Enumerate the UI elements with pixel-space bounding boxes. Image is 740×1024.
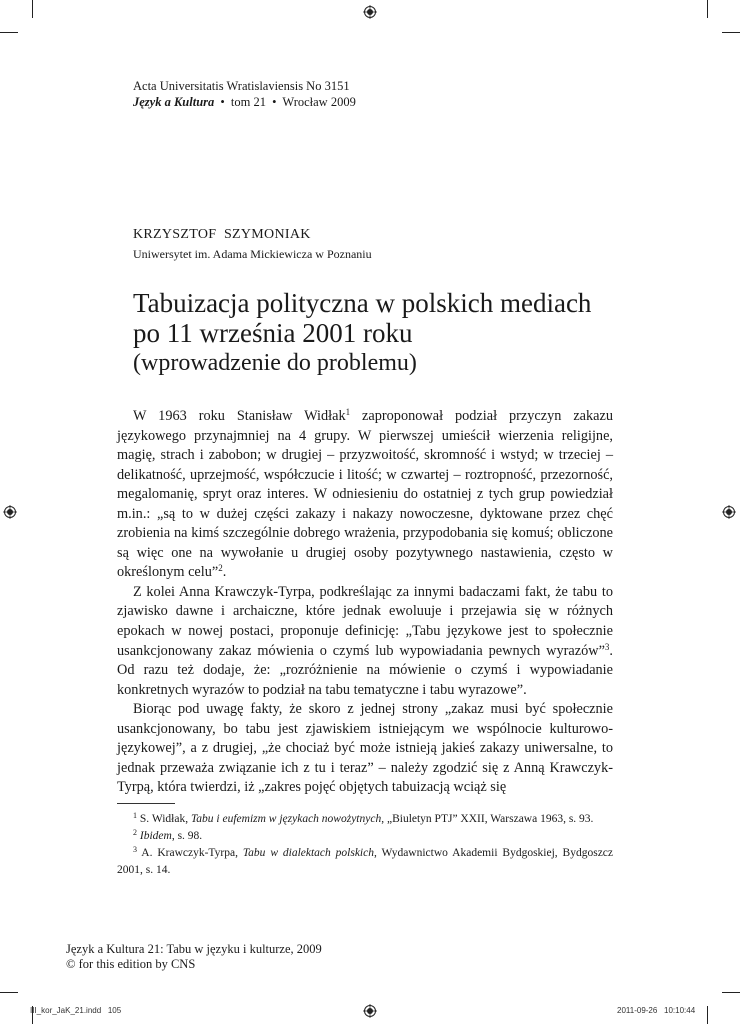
footnote: $^3$ A. Krawczyk-Tyrpa, Tabu w dialektach polskich, Wydawnictwo Akademii Bydgoskiej, Bydgoszcz 2001, s. 14. bbox=[117, 845, 614, 876]
crop-mark bbox=[707, 1006, 708, 1024]
footnote-number: 2 bbox=[133, 828, 137, 837]
registration-mark-icon bbox=[3, 505, 17, 519]
footnote: $^1$ S. Widłak, Tabu i eufemizm w językach nowożytnych, „Biuletyn PTJ” XXII, Warszawa 1963, s. 93. bbox=[133, 811, 594, 825]
series-name: Acta Universitatis Wratislaviensis No 3151 bbox=[133, 79, 350, 93]
city-year: Wrocław 2009 bbox=[282, 95, 356, 109]
author-name: KRZYSZTOF SZYMONIAK bbox=[133, 227, 311, 242]
separator-bullet: • bbox=[272, 95, 277, 109]
registration-mark-icon bbox=[722, 505, 736, 519]
volume: tom 21 bbox=[230, 95, 266, 109]
footnote-ref: 3 bbox=[604, 641, 610, 652]
footnote: $^2$ Ibidem, s. 98. bbox=[133, 828, 203, 842]
print-slug-file: III_kor_JaK_21.indd 105 bbox=[30, 1006, 122, 1015]
footnote-divider bbox=[117, 803, 175, 804]
footnotes bbox=[117, 811, 613, 879]
print-slug-timestamp: 2011-09-26 10:10:44 bbox=[617, 1006, 696, 1015]
footer-citation: Język a Kultura 21: Tabu w języku i kulturze, 2009 bbox=[66, 942, 322, 956]
crop-mark bbox=[722, 32, 740, 33]
paragraph: Biorąc pod uwagę fakty, że skoro z jednej strony „zakaz musi być społecznie usankcjonowany, bo tabu jest zjawiskiem istniejącym we wspólnocie kulturowo-językowej”, a z drugiej, „że chociaż być może istnieją jakieś zakazy uniwersalne, to jednak przeważa związanie ich z tu i teraz” – należy zgodzić się z Anną Krawczyk-Tyrpą, która twierdzi, iż „zakres pojęć objętych tabuizacją wciąż się bbox=[117, 701, 613, 796]
journal-line bbox=[133, 95, 356, 110]
article-title-line-2: po 11 września 2001 roku bbox=[133, 318, 413, 348]
article-title-line-1: Tabuizacja polityczna w polskich mediach bbox=[133, 288, 592, 318]
crop-mark bbox=[0, 32, 18, 33]
footer-copyright: © for this edition by CNS bbox=[66, 957, 196, 971]
registration-mark-icon bbox=[363, 5, 377, 19]
article-subtitle: (wprowadzenie do problemu) bbox=[133, 350, 417, 376]
paragraph: Z kolei Anna Krawczyk-Tyrpa, podkreślając za innymi badaczami fakt, że tabu to zjawisko dawne i archaiczne, które jednak ewoluuje i przejawia się w różnych epokach w nowej postaci, proponuje definicję: „Tabu językowe jest to społecznie usankcjonowany zakaz mówienia o czymś lub wypowiadania pewnych wyrazów”$^3$. Od razu też dodaje, że: „rozróżnienie na mówienie o czymś i wypowiadanie konkretnych wyrazów to podział na tabu tematyczne i tabu wyrazowe”. bbox=[117, 583, 613, 698]
footnote-ref: 2 bbox=[218, 563, 223, 574]
crop-mark bbox=[0, 992, 18, 993]
paragraph: W 1963 roku Stanisław Widłak$^1$ zaproponował podział przyczyn zakazu językowego przynajmniej na 4 grupy. W pierwszej umieścił wierzenia religijne, magię, strach i zabobon; w drugiej – przyzwoitość, skromność i wstyd; w trzeciej – delikatność, uprzejmość, współczucie i litość; w czwartej – roztropność, przezorność, megalomanię, spryt oraz interes. W odniesieniu do ostatniej z tych grup powiedział m.in.: „są to w dużej części zakazy i nakazy nowoczesne, dyktowane przez chęć zrobienia na kimś szczególnie dobrego wrażenia, przypodobania się komuś; obliczone są więc one na wywołanie u drugiej osoby pozytywnego nastawienia, często w określonym celu”$^2$. bbox=[117, 407, 613, 581]
footnote-number: 1 bbox=[133, 811, 137, 820]
author-affiliation: Uniwersytet im. Adama Mickiewicza w Poznaniu bbox=[133, 247, 372, 261]
separator-bullet: • bbox=[220, 95, 225, 109]
footnote-ref: 1 bbox=[345, 407, 351, 417]
registration-mark-icon bbox=[363, 1004, 377, 1018]
journal-name: Język a Kultura bbox=[133, 95, 215, 109]
crop-mark bbox=[707, 0, 708, 18]
footnote-number: 3 bbox=[133, 845, 137, 854]
crop-mark bbox=[722, 992, 740, 993]
article-body bbox=[117, 407, 613, 798]
crop-mark bbox=[32, 0, 33, 18]
series-line bbox=[133, 79, 350, 94]
